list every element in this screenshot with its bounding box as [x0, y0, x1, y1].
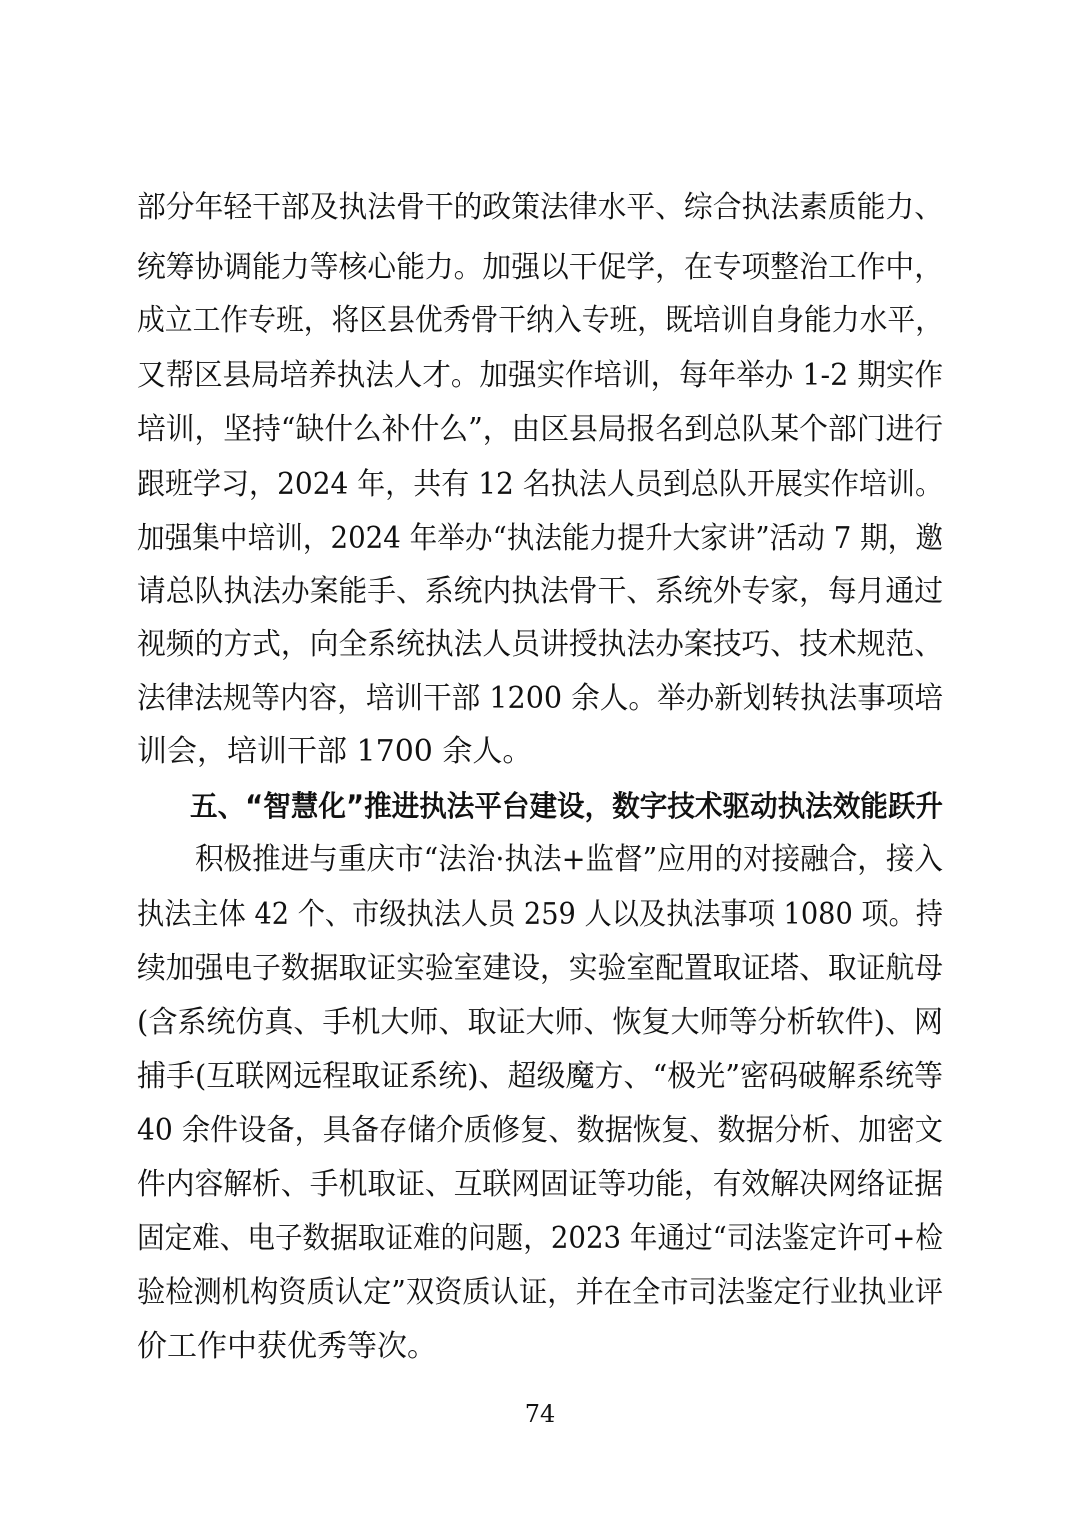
paragraph-line [0, 294, 1080, 348]
text-line: 部分年轻干部及执法骨干的政策法律水平、综合执法素质能力、 [137, 190, 943, 225]
text-line: 价工作中获优秀等次。 [137, 1329, 437, 1364]
paragraph-line [0, 996, 1080, 1050]
paragraph-line [0, 181, 1080, 235]
heading-text: 五、“智慧化”推进执法平台建设，数字技术驱动执法效能跃升 [190, 789, 943, 823]
paragraph-line [0, 888, 1080, 942]
text-line: 件内容解析、手机取证、互联网固证等功能，有效解决网络证据 [137, 1167, 943, 1202]
text-line: 训会，培训干部 1700 余人。 [137, 734, 533, 769]
text-line: 积极推进与重庆市“法治·执法+监督”应用的对接融合，接入 [195, 842, 943, 877]
text-line: 执法主体 42 个、市级执法人员 259 人以及执法事项 1080 项。持 [137, 897, 943, 932]
text-line: 成立工作专班，将区县优秀骨干纳入专班，既培训自身能力水平， [137, 303, 943, 338]
page-number: 74 [524, 1400, 556, 1428]
text-line: 固定难、电子数据取证难的问题，2023 年通过“司法鉴定许可+检 [137, 1221, 943, 1256]
paragraph-line [0, 618, 1080, 672]
paragraph-line [0, 1266, 1080, 1320]
text-line: 40 余件设备，具备存储介质修复、数据恢复、数据分析、加密文 [137, 1113, 943, 1148]
paragraph-line [0, 1158, 1080, 1212]
text-line: (含系统仿真、手机大师、取证大师、恢复大师等分析软件)、网 [137, 1005, 943, 1040]
paragraph-line [0, 1212, 1080, 1266]
text-line: 捕手(互联网远程取证系统)、超级魔方、“极光”密码破解系统等 [137, 1059, 943, 1094]
text-line: 又帮区县局培养执法人才。加强实作培训，每年举办 1-2 期实作 [137, 358, 943, 393]
text-line: 请总队执法办案能手、系统内执法骨干、系统外专家，每月通过 [137, 574, 943, 609]
paragraph-line [0, 458, 1080, 512]
paragraph-line [0, 1104, 1080, 1158]
paragraph-line [0, 672, 1080, 726]
section-heading [0, 779, 1080, 833]
text-line: 法律法规等内容，培训干部 1200 余人。举办新划转执法事项培 [137, 681, 943, 716]
text-line: 验检测机构资质认定”双资质认证，并在全市司法鉴定行业执业评 [137, 1275, 943, 1310]
paragraph-line [0, 942, 1080, 996]
text-line: 培训，坚持“缺什么补什么”，由区县局报名到总队某个部门进行 [137, 412, 943, 447]
text-line: 加强集中培训，2024 年举办“执法能力提升大家讲”活动 7 期，邀 [137, 521, 943, 556]
paragraph-line [0, 1050, 1080, 1104]
paragraph-line [0, 512, 1080, 566]
text-line: 跟班学习，2024 年，共有 12 名执法人员到总队开展实作培训。 [137, 467, 943, 502]
paragraph-line [0, 565, 1080, 619]
text-line: 视频的方式，向全系统执法人员讲授执法办案技巧、技术规范、 [137, 627, 943, 662]
paragraph-line [0, 403, 1080, 457]
paragraph-line [0, 349, 1080, 403]
paragraph-line [0, 1320, 1080, 1374]
text-line: 续加强电子数据取证实验室建设，实验室配置取证塔、取证航母 [137, 951, 943, 986]
paragraph-line [0, 241, 1080, 295]
text-line: 统筹协调能力等核心能力。加强以干促学，在专项整治工作中， [137, 250, 943, 285]
paragraph-line [0, 725, 1080, 779]
paragraph-line [0, 833, 1080, 887]
